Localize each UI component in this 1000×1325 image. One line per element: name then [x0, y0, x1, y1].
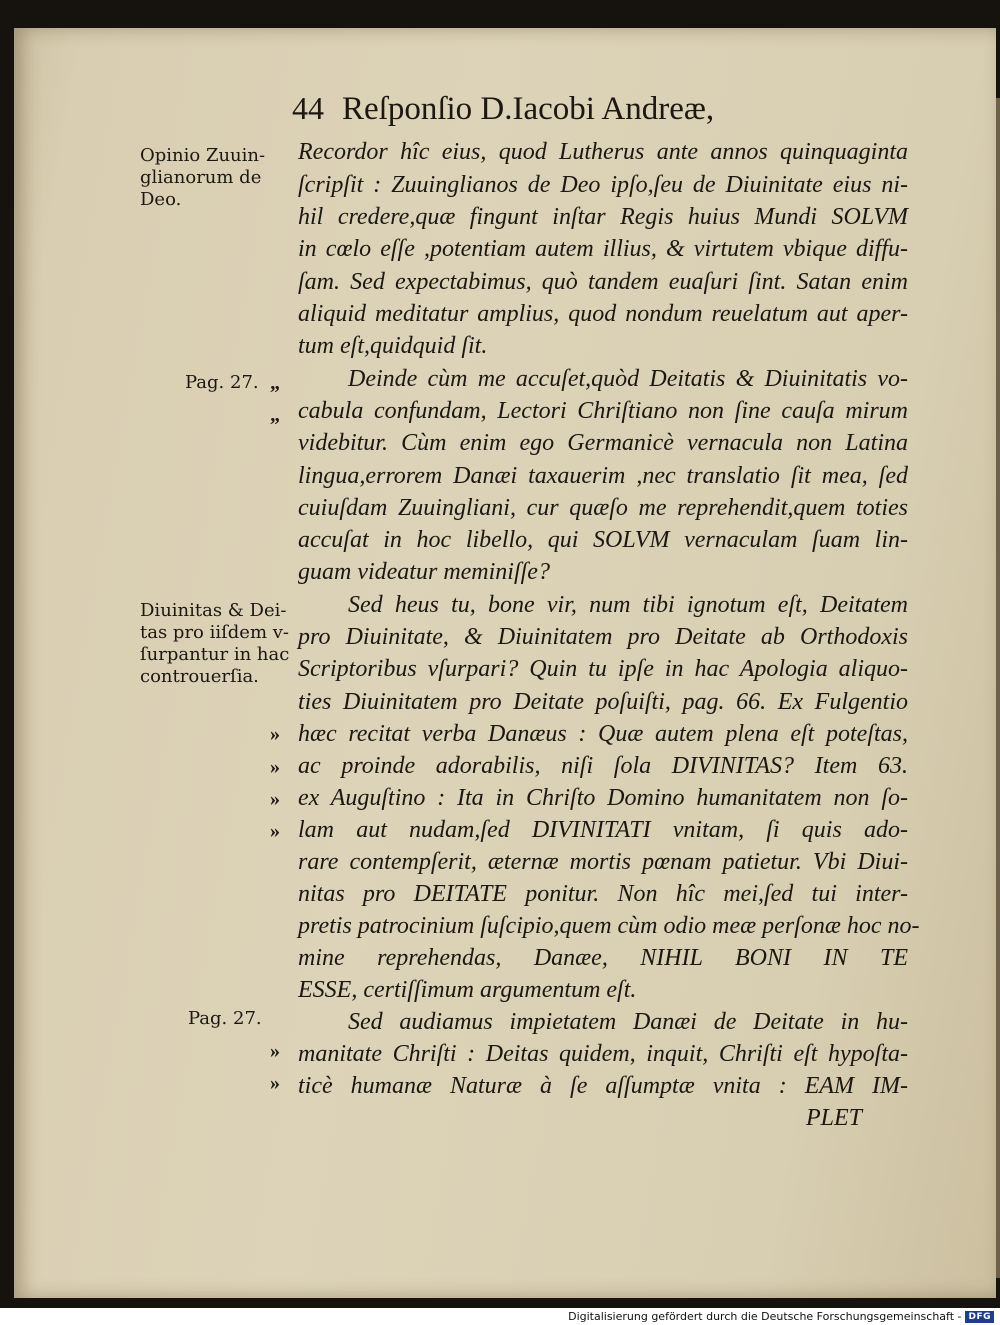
text-line: ſcripſit : Zuuinglianos de Deo ipſo,ſeu de Diuinitate eius ni- — [298, 172, 908, 198]
running-title: Reſponſio D.Iacobi Andreæ, — [342, 91, 715, 127]
footer-text: Digitalisierung gefördert durch die Deutsche Forschungsgemeinschaft - — [568, 1310, 962, 1323]
margin-note-text: Diuinitas & Dei- tas pro iiſdem v- ſurpantur in hac controuerſia. — [140, 600, 290, 687]
text-line: mine reprehendas, Danæe, NIHIL BONI IN TE — [298, 945, 908, 971]
text-line: hil credere,quæ fingunt inſtar Regis huius Mundi SOLVM — [298, 204, 908, 230]
dfg-logo: DFG — [965, 1311, 994, 1323]
margin-note-text: Opinio Zuuin- glianorum de Deo. — [140, 145, 266, 210]
text-line: aliquid meditatur amplius, quod nondum reuelatum aut aper- — [298, 301, 908, 327]
text-line: lam aut nudam,ſed DIVINITATI vnitam, ſi quis ado- — [298, 817, 908, 843]
margin-ref-pag: Pag. 27. — [185, 372, 259, 393]
quote-mark: » — [270, 788, 280, 810]
text-line: ex Auguſtino : Ita in Chriſto Domino humanitatem non ſo- — [298, 785, 908, 811]
text-line: Sed heus tu, bone vir, num tibi ignotum eſt, Deitatem — [348, 592, 908, 618]
text-line: lingua,errorem Danæi taxauerim ,nec translatio ſit mea, ſed — [298, 463, 908, 489]
quote-mark: » — [270, 820, 280, 842]
quote-mark: » — [270, 1040, 280, 1062]
text-line: accuſat in hoc libello, qui SOLVM vernaculam ſuam lin- — [298, 527, 908, 553]
margin-ref-pag: Pag. 27. — [188, 1008, 262, 1029]
text-line: tum eſt,quidquid ſit. — [298, 333, 488, 359]
text-line: manitate Chriſti : Deitas quidem, inquit, Chriſti eſt hypoſta- — [298, 1041, 908, 1067]
digitization-footer — [0, 1308, 1000, 1325]
text-line: ties Diuinitatem pro Deitate poſuiſti, pag. 66. Ex Fulgentio — [298, 689, 908, 715]
text-line: in cœlo eſſe ,potentiam autem illius, & virtutem vbique diffu- — [298, 236, 908, 262]
text-line: pretis patrocinium ſuſcipio,quem cùm odio meæ perſonæ hoc no- — [298, 913, 920, 939]
quote-mark: » — [270, 756, 280, 778]
quote-mark: „ — [270, 404, 280, 426]
text-line: Sed audiamus impietatem Danæi de Deitate in hu- — [348, 1009, 908, 1035]
text-line: Deinde cùm me accuſet,quòd Deitatis & Diuinitatis vo- — [348, 366, 908, 392]
margin-note-diuinitas — [140, 600, 290, 688]
text-line: hæc recitat verba Danæus : Quæ autem plena eſt poteſtas, — [298, 721, 908, 747]
text-line: cuiuſdam Zuuingliani, cur quæſo me reprehendit,quem toties — [298, 495, 908, 521]
page-number: 44 — [292, 90, 324, 126]
text-line: videbitur. Cùm enim ego Germanicè vernacula non Latina — [298, 430, 908, 456]
quote-mark: » — [270, 723, 280, 745]
text-line: Scriptoribus vſurpari? Quin tu ipſe in hac Apologia aliquo- — [298, 656, 908, 682]
quote-mark: » — [270, 1072, 280, 1094]
text-line: rare contempſerit, æternæ mortis pœnam patietur. Vbi Diui- — [298, 849, 908, 875]
text-line: ſam. Sed expectabimus, quò tandem euaſuri ſint. Satan enim — [298, 269, 908, 295]
catchword: PLET — [806, 1105, 863, 1131]
text-line: Recordor hîc eius, quod Lutherus ante annos quinquaginta — [298, 139, 908, 165]
text-line: nitas pro DEITATE ponitur. Non hîc mei,ſed tui inter- — [298, 881, 908, 907]
margin-note-opinio — [140, 145, 290, 211]
text-line: ac proinde adorabilis, niſi ſola DIVINITAS? Item 63. — [298, 753, 908, 779]
quote-mark: „ — [270, 372, 280, 394]
text-line: pro Diuinitate, & Diuinitatem pro Deitate ab Orthodoxis — [298, 624, 908, 650]
text-line: ticè humanæ Naturæ à ſe aſſumptæ vnita : EAM IM- — [298, 1073, 908, 1099]
running-header — [292, 90, 852, 136]
page-edge — [996, 98, 1000, 1278]
text-line: ESSE, certiſſimum argumentum eſt. — [298, 977, 637, 1003]
text-line: guam videatur meminiſſe? — [298, 559, 550, 585]
text-line: cabula confundam, Lectori Chriſtiano non ſine cauſa mirum — [298, 398, 908, 424]
